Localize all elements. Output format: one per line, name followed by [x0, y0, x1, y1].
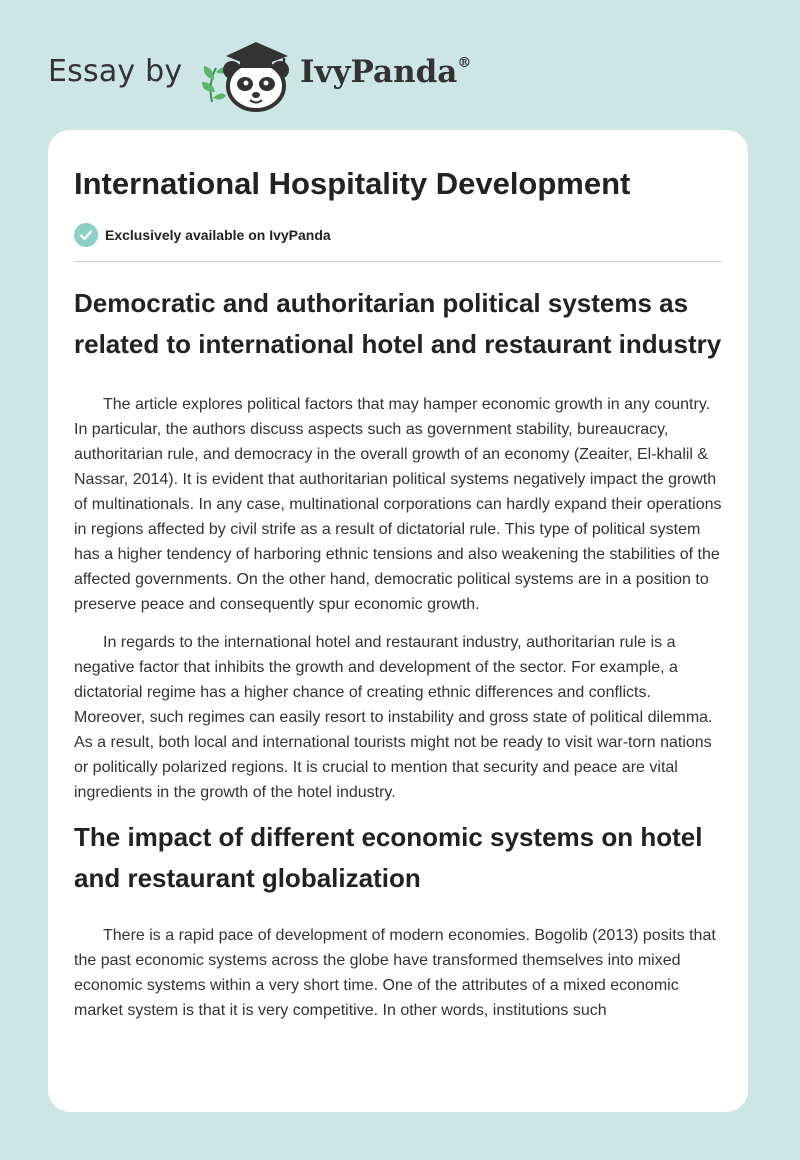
brand-text: IvyPanda: [300, 54, 458, 90]
exclusive-badge: [74, 222, 331, 248]
article-body: [74, 280, 726, 1023]
registered-mark: ®: [457, 54, 472, 71]
section-heading-economic: The impact of different economic systems on hotel and restaurant globalization: [74, 822, 703, 893]
brand-name[interactable]: [300, 54, 471, 90]
exclusive-label: Exclusively available on IvyPanda: [105, 227, 331, 243]
article-card: [48, 130, 748, 1112]
ivypanda-logo-icon[interactable]: [198, 32, 294, 112]
paragraph: The article explores political factors that may hamper economic growth in any country. In particular, the authors discuss aspects such as government stability, bureaucracy, authoritarian rule, and democracy in the overall growth of an economy (Zeaiter, El-khalil & Nassar, 2014). It is evident that authoritarian political systems negatively impact the growth of multinationals. In any case, multinational corporations can hardly expand their operations in regions affected by civil strife as a result of dictatorial rule. This type of political system has a higher tendency of harboring ethnic tensions and also weakening the stabilities of the affected governments. On the other hand, democratic political systems are in a position to preserve peace and consequently spur economic growth.: [74, 396, 722, 613]
site-header: [48, 28, 548, 108]
paragraph: In regards to the international hotel and restaurant industry, authoritarian rule is a negative factor that inhibits the growth and development of the sector. For example, a dictatorial regime has a higher chance of creating ethnic differences and conflicts. Moreover, such regimes can easily resort to instability and gross state of political dilemma. As a result, both local and international tourists might not be ready to visit war-torn nations or politically polarized regions. It is crucial to mention that security and peace are vital ingredients in the growth of the hotel industry.: [74, 634, 713, 801]
page-title: International Hospitality Development: [74, 166, 631, 201]
essay-by-label: Essay by: [48, 54, 183, 89]
divider: [74, 261, 722, 262]
section-heading-political: Democratic and authoritarian political systems as related to international hotel and restaurant industry: [74, 288, 722, 359]
paragraph: There is a rapid pace of development of modern economies. Bogolib (2013) posits that the past economic systems across the globe have transformed themselves into mixed economic systems within a very short time. One of the attributes of a mixed economic market system is that it is very competitive. In other words, institutions such: [74, 927, 716, 1019]
check-circle-icon: [74, 223, 98, 247]
